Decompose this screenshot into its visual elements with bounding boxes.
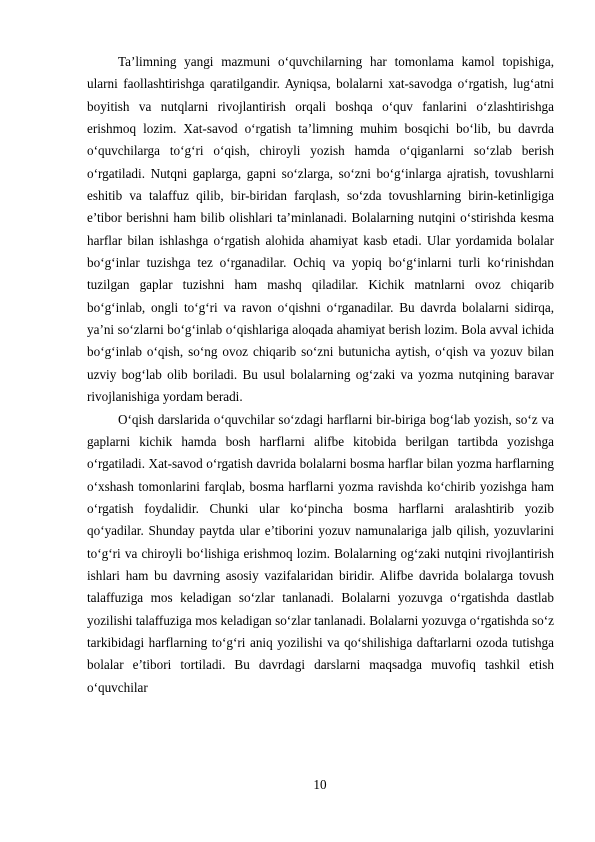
paragraph-1: Ta’limning yangi mazmuni o‘quvchilarning har tomonlama kamol topishiga, ularni faollashtirishga qaratilgandir. Ayniqsa, bolalarni xat-savodga o‘rgatish, lug‘atni boyitish va nutqlarni rivojlantirish orqali boshqa o‘quv fanlarini o‘zlashtirishga erishmoq lozim. Xat-savod o‘rgatish ta’limning muhim bosqichi bo‘lib, bu davrda o‘quvchilarga to‘g‘ri o‘qish, chiroyli yozish hamda o‘qiganlarni so‘zlab berish o‘rgatiladi. Nutqni gaplarga, gapni so‘zlarga, so‘zni bo‘g‘inlarga ajratish, tovushlarni eshitib va talaffuz qilib, bir-biridan farqlash, so‘zda tovushlarning birin-ketinligiga e’tibor berishni ham bilib olishlari ta’minlanadi. Bolalarning nutqini o‘stirishda kesma harflar bilan ishlashga o‘rgatish alohida ahamiyat kasb etadi. Ular yordamida bolalar bo‘g‘inlar tuzishga tez o‘rganadilar. Ochiq va yopiq bo‘g‘inlarni turli ko‘rinishdan tuzilgan gaplar tuzishni ham mashq qiladilar. Kichik matnlarni ovoz chiqarib bo‘g‘inlab, ongli to‘g‘ri va ravon o‘qishni o‘rganadilar. Bu davrda bolalarni sidirqa, ya’ni so‘zlarni bo‘g‘inlab o‘qishlariga aloqada ahamiyat berish lozim. Bola avval ichida bo‘g‘inlab o‘qish, so‘ng ovoz chiqarib so‘zni butunicha aytish, o‘qish va yozuv bilan uzviy bog‘lab olib boriladi. Bu usul bolalarning og‘zaki va yozma nutqining baravar rivojlanishiga yordam beradi. bbox=[87, 54, 554, 405]
body-text bbox=[87, 51, 554, 699]
paragraph-2: O‘qish darslarida o‘quvchilar so‘zdagi harflarni bir-biriga bog‘lab yozish, so‘z va gaplarni kichik hamda bosh harflarni alifbe kitobida berilgan tartibda yozishga o‘rgatiladi. Xat-savod o‘rgatish davrida bolalarni bosma harflar bilan yozma harflarning o‘xshash tomonlarini farqlab, bosma harflarni yozma ravishda ko‘chirib yozishga ham o‘rgatish foydalidir. Chunki ular ko‘pincha bosma harflarni aralashtirib yozib qo‘yadilar. Shunday paytda ular e’tiborini yozuv namunalariga jalb qilish, yozuvlarini to‘g‘ri va chiroyli bo‘lishiga erishmoq lozim. Bolalarning og‘zaki nutqini rivojlantirish ishlari ham bu davrning asosiy vazifalaridan biridir. Alifbe davrida bolalarga tovush talaffuziga mos keladigan so‘zlar tanlanadi. Bolalarni yozuvga o‘rgatishda dastlab yozilishi talaffuziga mos keladigan so‘zlar tanlanadi. Bolalarni yozuvga o‘rgatishda so‘z tarkibidagi harflarning to‘g‘ri aniq yozilishi va qo‘shilishiga daftarlarni ozoda tutishga bolalar e’tibori tortiladi. Bu davrdagi darslarni maqsadga muvofiq tashkil etish o‘quvchilar bbox=[87, 411, 554, 695]
page-number: 10 bbox=[313, 777, 327, 792]
